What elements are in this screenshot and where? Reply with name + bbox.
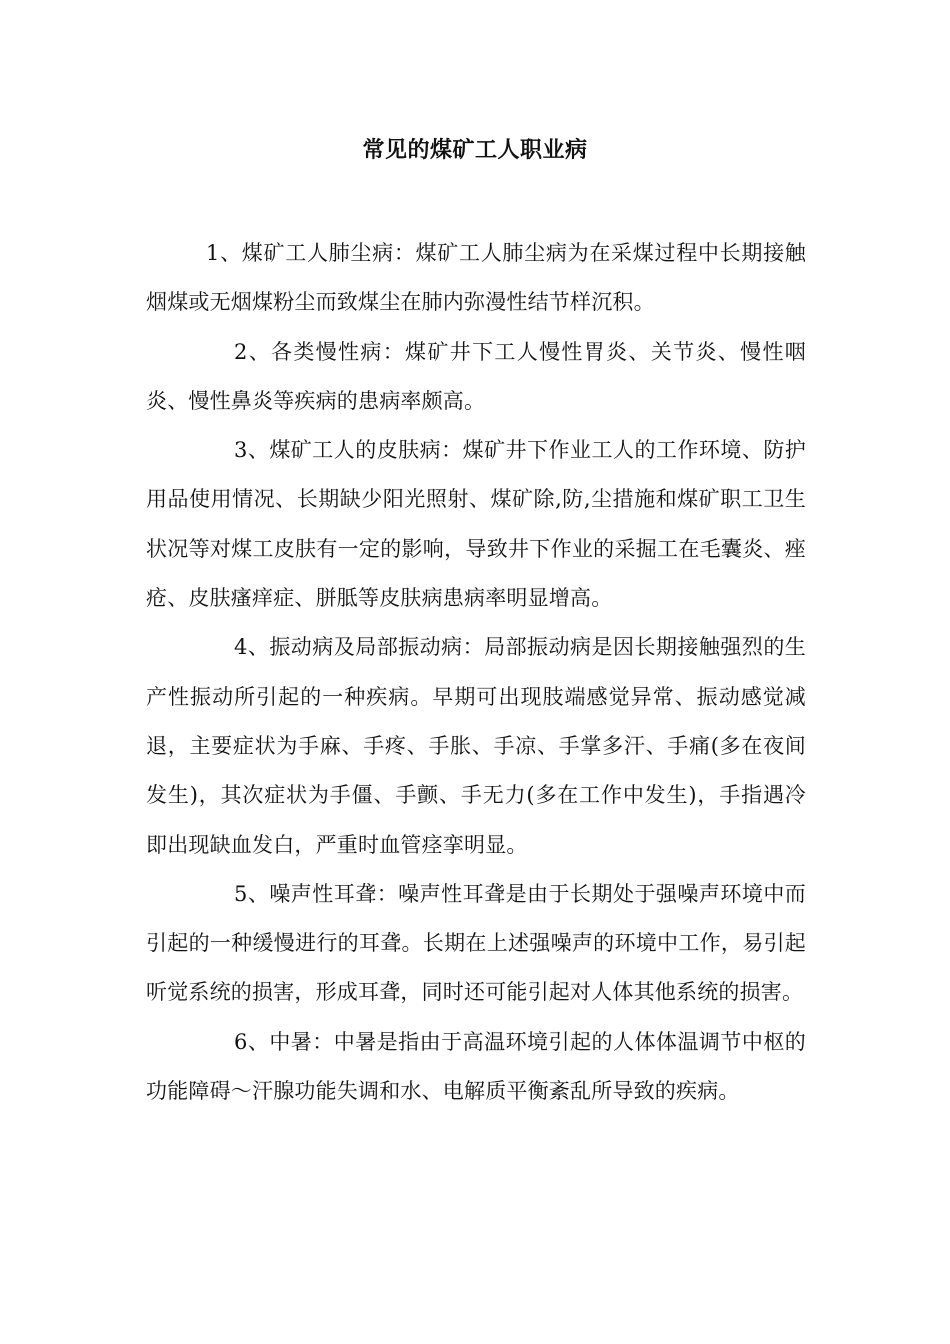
paragraph-vibration-disease: 4、振动病及局部振动病：局部振动病是因长期接触强烈的生产性振动所引起的一种疾病。早期可出现肢端感觉异常、振动感觉减退，主要症状为手麻、手疼、手胀、手凉、手掌多汗、手痛(多在夜间发生)，其次症状为手僵、手颤、手无力(多在工作中发生)，手指遇冷即出现缺血发白，严重时血管痉挛明显。	[146, 635, 806, 857]
paragraph-heatstroke: 6、中暑：中暑是指由于高温环境引起的人体体温调节中枢的功能障碍～汗腺功能失调和水、电解质平衡紊乱所导致的疾病。	[146, 1029, 806, 1104]
document-title: 常见的煤矿工人职业病	[362, 138, 588, 163]
document-body	[146, 229, 806, 1116]
paragraph-pneumoconiosis: 1、煤矿工人肺尘病：煤矿工人肺尘病为在采煤过程中长期接触烟煤或无烟煤粉尘而致煤尘在肺内弥漫性结节样沉积。	[146, 241, 806, 315]
paragraph-noise-deafness: 5、噪声性耳聋：噪声性耳聋是由于长期处于强噪声环境中而引起的一种缓慢进行的耳聋。长期在上述强噪声的环境中工作，易引起听觉系统的损害，形成耳聋，同时还可能引起对人体其他系统的损害。	[146, 881, 806, 1005]
paragraph-skin-diseases: 3、煤矿工人的皮肤病：煤矿井下作业工人的工作环境、防护用品使用情况、长期缺少阳光照射、煤矿除,防,尘措施和煤矿职工卫生状况等对煤工皮肤有一定的影响，导致井下作业的采掘工在毛囊炎、痤疮、皮肤瘙痒症、胼胝等皮肤病患病率明显增高。	[146, 438, 806, 611]
paragraph-chronic-diseases: 2、各类慢性病：煤矿井下工人慢性胃炎、关节炎、慢性咽炎、慢性鼻炎等疾病的患病率颇高。	[146, 339, 806, 413]
